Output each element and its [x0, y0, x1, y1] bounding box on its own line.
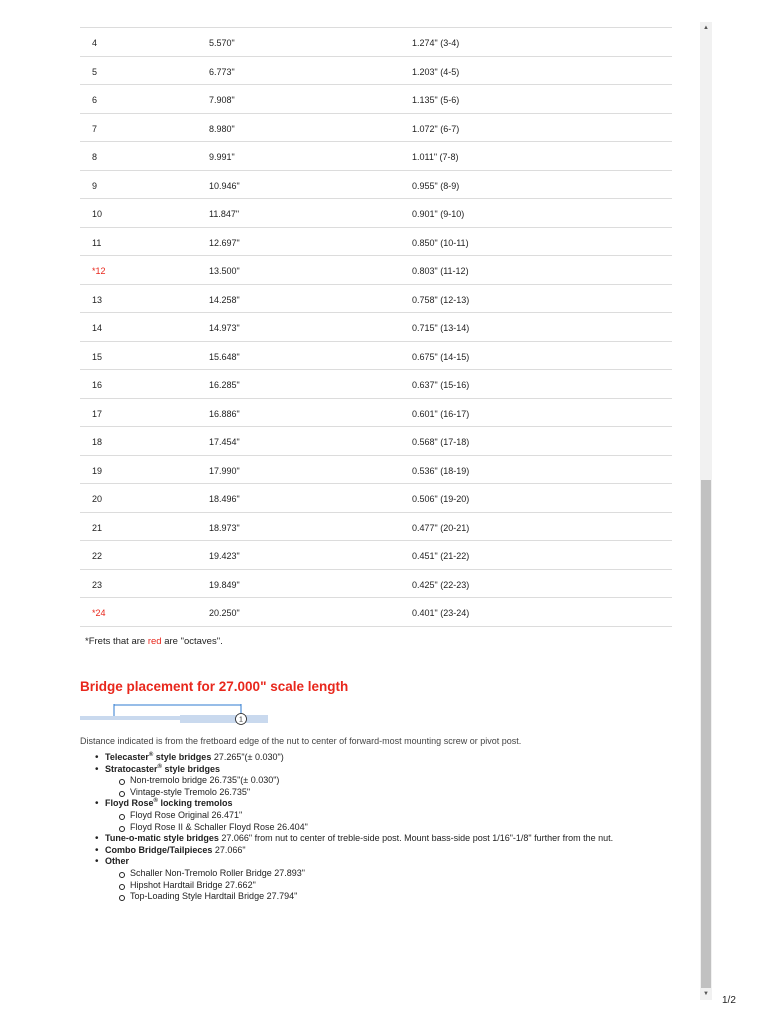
telecaster-value: 27.265"(± 0.030")	[211, 752, 284, 762]
fret-spacing: 0.506" (19-20)	[412, 494, 470, 504]
tune-o-matic-label: Tune-o-matic style bridges	[105, 833, 219, 844]
distance-from-nut: 10.946"	[209, 180, 240, 191]
list-item-telecaster	[105, 752, 670, 764]
floyd-rose-sublist	[105, 810, 670, 833]
list-item-floyd-rose	[105, 798, 670, 810]
fret-spacing: 1.011" (7-8)	[412, 152, 459, 162]
stratocaster-sublist	[105, 775, 670, 798]
list-item-other	[105, 856, 670, 868]
other-label: Other	[105, 856, 130, 867]
distance-from-nut: 11.847"	[209, 209, 240, 219]
bridge-distance-diagram	[80, 700, 270, 730]
distance-from-nut: 12.697"	[209, 237, 240, 248]
list-subitem: Floyd Rose II & Schaller Floyd Rose 26.404"	[130, 822, 670, 834]
fret-spacing: 0.401" (23-24)	[412, 608, 470, 618]
bridge-section-title: Bridge placement for 27.000" scale length	[80, 679, 349, 694]
other-sublist	[105, 868, 670, 903]
list-item-combo	[105, 845, 670, 857]
table-row	[80, 370, 672, 399]
distance-from-nut: 18.973"	[209, 522, 240, 533]
distance-from-nut: 17.990"	[209, 465, 240, 476]
table-row	[80, 399, 672, 428]
fret-number: 5	[92, 66, 98, 77]
fret-number: 14	[92, 323, 103, 333]
floyd-rose-label: Floyd Rose® locking tremolos	[105, 798, 233, 809]
fret-spacing: 0.451" (21-22)	[412, 551, 470, 561]
fret-spacing: 0.758" (12-13)	[412, 294, 470, 305]
fret-number: 11	[92, 237, 102, 248]
table-row	[80, 85, 672, 114]
table-row	[80, 142, 672, 171]
distance-note: Distance indicated is from the fretboard edge of the nut to center of forward-most mounting screw or pivot post.	[80, 736, 522, 746]
table-row	[80, 57, 672, 86]
fret-spacing: 1.203" (4-5)	[412, 66, 460, 77]
table-row	[80, 171, 672, 200]
list-item-stratocaster	[105, 764, 670, 776]
fret-number: 6	[92, 95, 98, 105]
footnote-text-before: *Frets that are	[85, 636, 148, 647]
list-subitem: Vintage-style Tremolo 26.735"	[130, 787, 670, 799]
fret-number: 8	[92, 152, 98, 162]
distance-from-nut: 16.886"	[209, 408, 240, 419]
footnote-text-after: are "octaves".	[161, 636, 223, 647]
fret-spacing: 0.477" (20-21)	[412, 522, 470, 533]
distance-from-nut: 19.849"	[209, 579, 240, 590]
diagram-body	[180, 715, 268, 723]
diagram-fretboard	[80, 716, 180, 720]
telecaster-label: Telecaster® style bridges	[105, 752, 212, 762]
fret-number: 15	[92, 351, 103, 362]
table-row	[80, 228, 672, 257]
fret-spacing: 0.568" (17-18)	[412, 437, 470, 447]
table-row	[80, 114, 672, 143]
footnote-red-word: red	[147, 636, 162, 647]
fret-number: *24	[92, 608, 106, 618]
vertical-scrollbar[interactable]	[700, 22, 712, 1000]
fret-number: *12	[92, 266, 106, 276]
distance-from-nut: 9.991"	[209, 152, 235, 162]
table-row	[80, 313, 672, 342]
scrollbar-thumb[interactable]	[701, 480, 711, 988]
octave-footnote	[85, 636, 223, 647]
distance-from-nut: 8.980"	[209, 123, 235, 134]
page-indicator: 1/2	[722, 995, 736, 1006]
fret-spacing: 0.803" (11-12)	[412, 266, 469, 276]
distance-from-nut: 15.648"	[209, 351, 240, 362]
distance-from-nut: 7.908"	[209, 95, 235, 105]
table-row	[80, 199, 672, 228]
fret-number: 4	[92, 38, 98, 48]
bridge-list	[105, 752, 670, 903]
list-subitem: Non-tremolo bridge 26.735"(± 0.030")	[130, 775, 670, 787]
tune-o-matic-value: 27.066" from nut to center of treble-side post. Mount bass-side post 1/16"-1/8" further from the nut.	[218, 833, 614, 844]
fret-spacing: 0.715" (13-14)	[412, 323, 470, 333]
combo-value: 27.066"	[212, 844, 246, 855]
fret-number: 21	[92, 522, 103, 533]
table-row	[80, 513, 672, 542]
fret-number: 9	[92, 180, 98, 191]
table-row	[80, 427, 672, 456]
table-row	[80, 285, 672, 314]
fret-spacing: 1.274" (3-4)	[412, 38, 460, 48]
diagram-marker-label: 1	[239, 716, 243, 724]
stratocaster-label: Stratocaster® style bridges	[105, 763, 220, 774]
list-subitem: Hipshot Hardtail Bridge 27.662"	[130, 880, 670, 892]
fret-spacing: 0.536" (18-19)	[412, 465, 470, 476]
table-row	[80, 484, 672, 513]
fret-spacing: 0.637" (15-16)	[412, 380, 470, 390]
fret-number: 7	[92, 123, 98, 134]
fret-spacing: 0.425" (22-23)	[412, 579, 470, 590]
fret-number: 16	[92, 380, 103, 390]
fret-spacing: 0.901" (9-10)	[412, 209, 465, 219]
fret-number: 19	[92, 465, 103, 476]
list-subitem: Schaller Non-Tremolo Roller Bridge 27.893"	[130, 868, 670, 880]
fret-spacing: 0.955" (8-9)	[412, 180, 460, 191]
distance-from-nut: 16.285"	[209, 380, 240, 390]
fret-spacing: 1.072" (6-7)	[412, 123, 460, 134]
distance-from-nut: 13.500"	[209, 266, 240, 276]
distance-from-nut: 20.250"	[209, 608, 240, 618]
table-row	[80, 541, 672, 570]
fret-number: 10	[92, 209, 103, 219]
fret-spacing: 0.675" (14-15)	[412, 351, 470, 362]
distance-from-nut: 5.570"	[209, 38, 235, 48]
fret-spacing: 0.850" (10-11)	[412, 237, 469, 248]
fret-number: 20	[92, 494, 103, 504]
distance-from-nut: 14.973"	[209, 323, 240, 333]
distance-from-nut: 19.423"	[209, 551, 240, 561]
scroll-down-icon[interactable]: ▼	[703, 991, 709, 997]
fret-number: 18	[92, 437, 103, 447]
fret-number: 22	[92, 551, 103, 561]
distance-from-nut: 18.496"	[209, 494, 240, 504]
fret-number: 13	[92, 294, 103, 305]
combo-label: Combo Bridge/Tailpieces	[105, 844, 213, 855]
table-row	[80, 570, 672, 599]
fret-number: 23	[92, 579, 103, 590]
fret-spacing: 0.601" (16-17)	[412, 408, 470, 419]
distance-from-nut: 6.773"	[209, 66, 235, 77]
list-item-tune-o-matic	[105, 833, 670, 845]
table-row	[80, 256, 672, 285]
fret-spacing: 1.135" (5-6)	[412, 95, 460, 105]
distance-from-nut: 14.258"	[209, 294, 240, 305]
fret-number: 17	[92, 408, 103, 419]
distance-from-nut: 17.454"	[209, 437, 240, 447]
fret-table	[80, 27, 672, 627]
table-row	[80, 598, 672, 627]
table-row	[80, 342, 672, 371]
list-subitem: Top-Loading Style Hardtail Bridge 27.794"	[130, 891, 670, 903]
list-subitem: Floyd Rose Original 26.471"	[130, 810, 670, 822]
table-row	[80, 456, 672, 485]
table-row	[80, 28, 672, 57]
scroll-up-icon[interactable]: ▲	[703, 25, 709, 31]
